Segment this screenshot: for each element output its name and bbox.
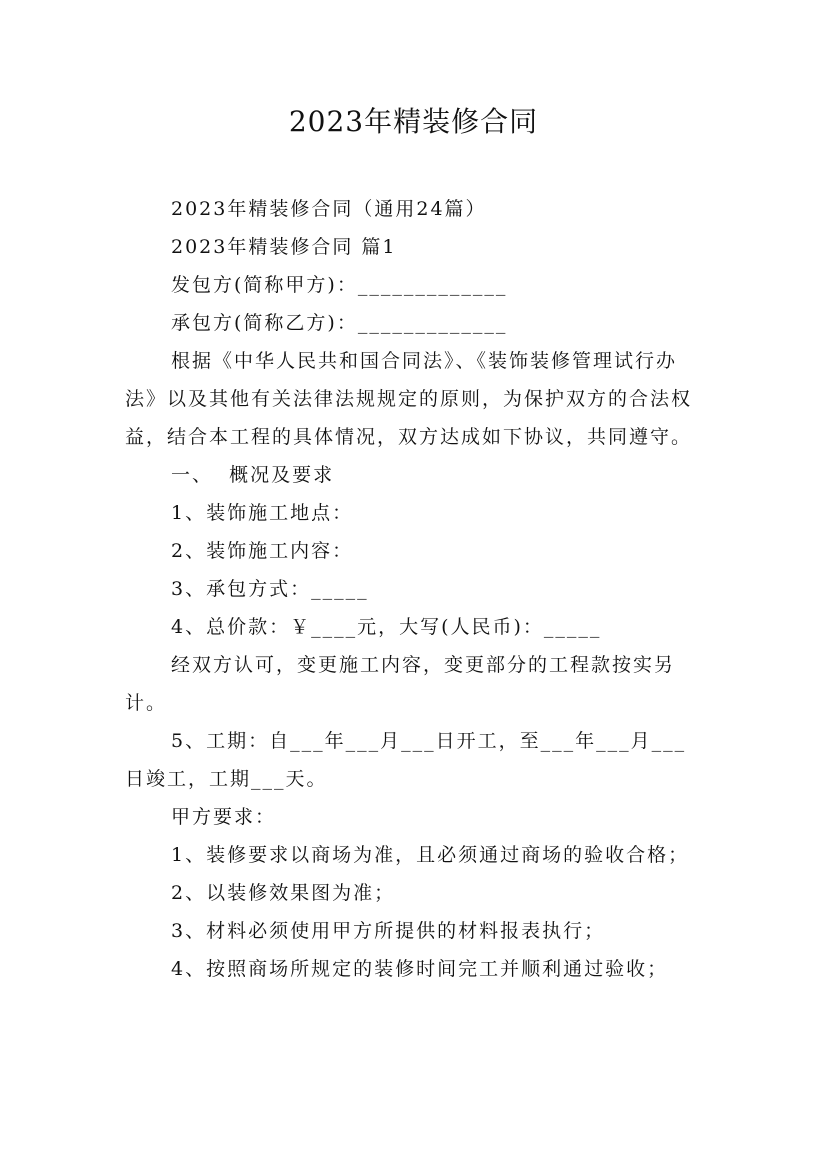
document-title: 2023年精装修合同 [288,105,539,138]
document-body [125,190,705,988]
requirements-heading: 甲方要求： [171,806,277,828]
requirement-item: 2、以装修效果图为准； [171,882,396,904]
clause-paragraph: 经双方认可，变更施工内容，变更部分的工程款按实另计。 [125,654,676,714]
clause-item: 1、装饰施工地点： [171,502,354,524]
clause-item: 5、工期：自___年___月___日开工，至___年___月___日竣工，工期___天。 [125,730,687,790]
section-heading: 2023年精装修合同 篇1 [171,236,397,258]
clause-item: 2、装饰施工内容： [171,540,354,562]
clause-heading: 一、 概况及要求 [171,464,335,486]
preamble-paragraph: 根据《中华人民共和国合同法》、《装饰装修管理试行办法》以及其他有关法律法规规定的原则，为保护双方的合法权益，结合本工程的具体情况，双方达成如下协议，共同遵守。 [125,350,693,448]
clause-item: 3、承包方式：_____ [171,578,369,600]
clause-item: 4、总价款：￥____元，大写(人民币)：_____ [171,616,602,638]
requirement-item: 1、装修要求以商场为准，且必须通过商场的验收合格； [171,844,690,866]
party-b-line: 承包方(简称乙方)：_____________ [171,312,508,334]
subtitle-paragraph: 2023年精装修合同（通用24篇） [171,198,487,220]
requirement-item: 3、材料必须使用甲方所提供的材料报表执行； [171,920,606,942]
party-a-line: 发包方(简称甲方)：_____________ [171,274,508,296]
requirement-item: 4、按照商场所规定的装修时间完工并顺利通过验收； [171,958,669,980]
